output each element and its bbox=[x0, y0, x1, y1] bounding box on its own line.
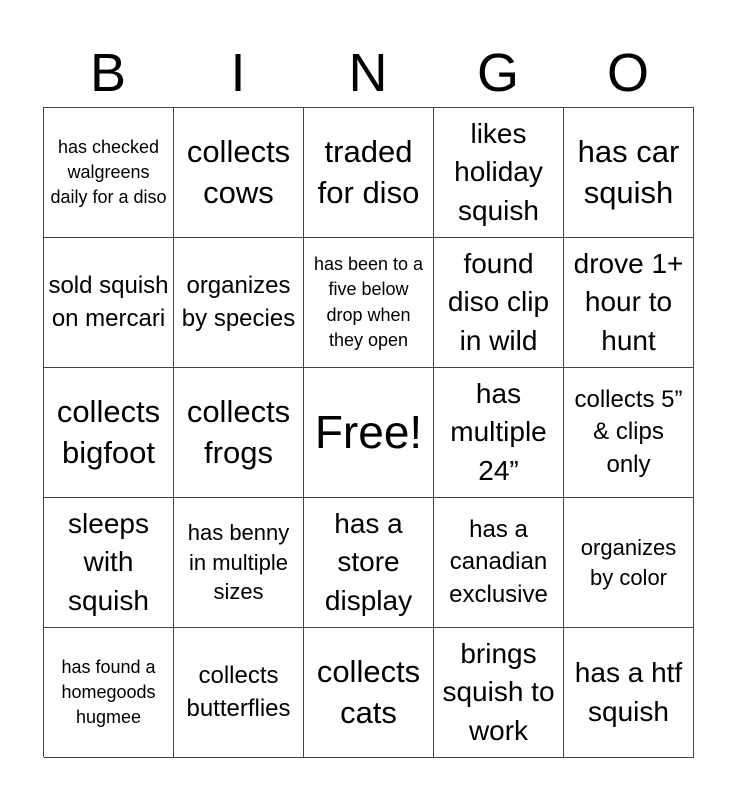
header-letter-g: G bbox=[476, 43, 519, 103]
bingo-cell[interactable]: collects cows bbox=[174, 108, 304, 238]
bingo-cell[interactable]: collects butterflies bbox=[174, 628, 304, 758]
header-letter-b: B bbox=[89, 43, 127, 103]
bingo-cell[interactable]: has multiple 24” bbox=[434, 368, 564, 498]
bingo-cell[interactable]: collects bigfoot bbox=[44, 368, 174, 498]
bingo-cell[interactable]: has a htf squish bbox=[564, 628, 694, 758]
bingo-cell[interactable]: has a store display bbox=[304, 498, 434, 628]
bingo-board bbox=[43, 107, 694, 757]
bingo-cell[interactable]: drove 1+ hour to hunt bbox=[564, 238, 694, 368]
bingo-cell[interactable]: likes holiday squish bbox=[434, 108, 564, 238]
bingo-cell[interactable]: organizes by species bbox=[174, 238, 304, 368]
bingo-cell[interactable]: found diso clip in wild bbox=[434, 238, 564, 368]
header-letter-i: I bbox=[230, 43, 246, 103]
bingo-cell[interactable]: has benny in multiple sizes bbox=[174, 498, 304, 628]
bingo-cell[interactable]: collects cats bbox=[304, 628, 434, 758]
bingo-cell[interactable]: has been to a five below drop when they open bbox=[304, 238, 434, 368]
header-letter-o: O bbox=[606, 43, 649, 103]
bingo-cell[interactable]: sleeps with squish bbox=[44, 498, 174, 628]
header-letter-n: N bbox=[348, 43, 388, 103]
bingo-cell[interactable]: brings squish to work bbox=[434, 628, 564, 758]
free-space-cell[interactable]: Free! bbox=[304, 368, 434, 498]
bingo-cell[interactable]: sold squish on mercari bbox=[44, 238, 174, 368]
bingo-cell[interactable]: traded for diso bbox=[304, 108, 434, 238]
bingo-cell[interactable]: has car squish bbox=[564, 108, 694, 238]
bingo-cell[interactable]: organizes by color bbox=[564, 498, 694, 628]
bingo-cell[interactable]: collects frogs bbox=[174, 368, 304, 498]
bingo-header bbox=[43, 40, 693, 106]
bingo-cell[interactable]: collects 5” & clips only bbox=[564, 368, 694, 498]
bingo-cell[interactable]: has checked walgreens daily for a diso bbox=[44, 108, 174, 238]
bingo-cell[interactable]: has a canadian exclusive bbox=[434, 498, 564, 628]
bingo-cell[interactable]: has found a homegoods hugmee bbox=[44, 628, 174, 758]
